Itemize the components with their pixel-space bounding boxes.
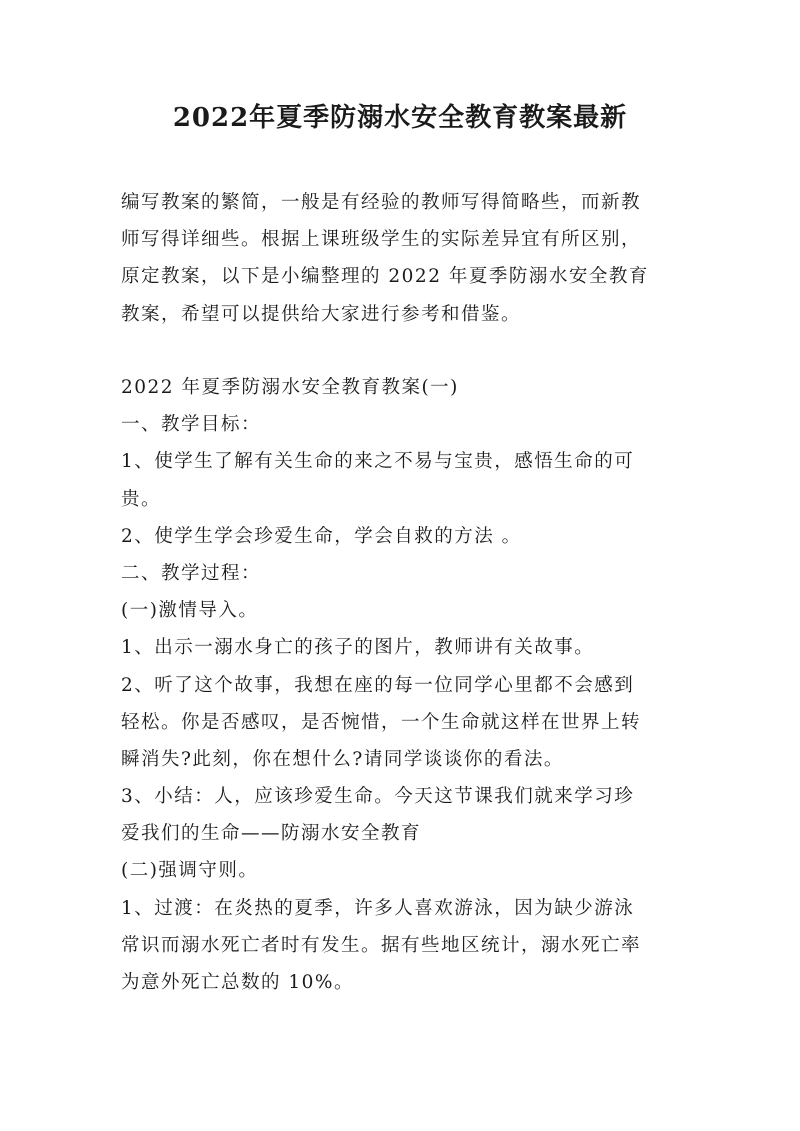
body-line: 二、教学过程： xyxy=(121,562,262,584)
body-line: 为意外死亡总数的 10%。 xyxy=(121,972,355,993)
body-line: 2、使学生学会珍爱生命，学会自救的方法 。 xyxy=(121,525,522,547)
intro-line: 编写教案的繁简，一般是有经验的教师写得简略些，而新教 xyxy=(121,192,642,213)
body-line: 一、教学目标： xyxy=(121,414,262,436)
body-line: (二)强调守则。 xyxy=(121,860,259,882)
intro-line: 师写得详细些。根据上课班级学生的实际差异宜有所区别， xyxy=(121,229,642,251)
body-line: (一)激情导入。 xyxy=(121,600,259,622)
body-line: 2、听了这个故事，我想在座的每一位同学心里都不会感到 xyxy=(121,674,635,696)
intro-line: 教案，希望可以提供给大家进行参考和借鉴。 xyxy=(121,303,522,325)
body-line: 瞬消失?此刻，你在想什么?请同学谈谈你的看法。 xyxy=(121,748,564,770)
section-heading: 2022 年夏季防溺水安全教育教案(一) xyxy=(121,377,459,398)
lesson-plan-body xyxy=(121,369,691,1001)
body-line: 3、小结：人，应该珍爱生命。今天这节课我们就来学习珍 xyxy=(121,786,635,808)
body-line: 常识而溺水死亡者时有发生。据有些地区统计，溺水死亡率 xyxy=(121,934,642,956)
body-line: 爱我们的生命——防溺水安全教育 xyxy=(121,823,422,845)
body-line: 1、使学生了解有关生命的来之不易与宝贵，感悟生命的可 xyxy=(121,451,635,473)
intro-paragraph xyxy=(121,184,691,333)
body-line: 1、出示一溺水身亡的孩子的图片，教师讲有关故事。 xyxy=(121,637,595,659)
document-title: 2022年夏季防溺水安全教育教案最新 xyxy=(172,103,628,133)
intro-line: 原定教案，以下是小编整理的 2022 年夏季防溺水安全教育 xyxy=(121,266,649,288)
body-line: 贵。 xyxy=(121,488,162,510)
body-line: 1、过渡：在炎热的夏季，许多人喜欢游泳，因为缺少游泳 xyxy=(121,897,635,919)
body-line: 轻松。你是否感叹，是否惋惜，一个生命就这样在世界上转 xyxy=(121,711,642,733)
